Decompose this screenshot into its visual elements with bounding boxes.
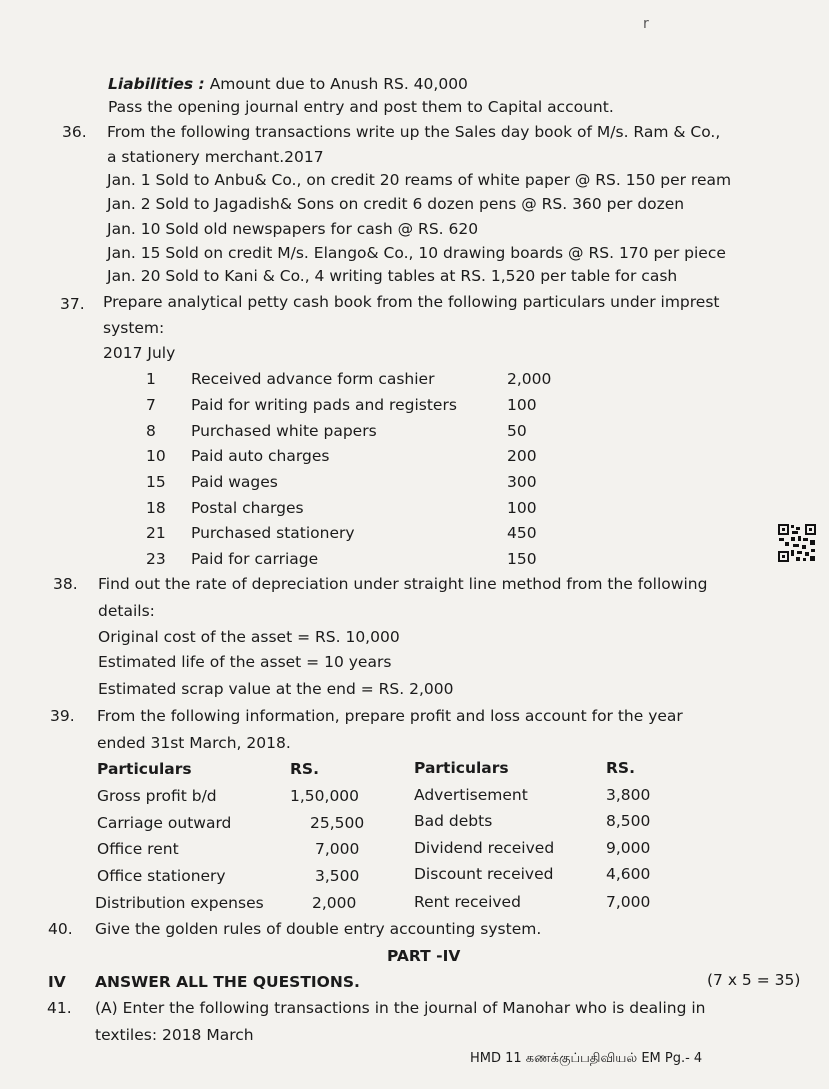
petty-desc: Purchased white papers (191, 422, 377, 440)
petty-day: 18 (146, 499, 166, 517)
section-instruction: ANSWER ALL THE QUESTIONS. (95, 973, 360, 991)
q37-line1: Prepare analytical petty cash book from the following particulars under imprest (103, 293, 720, 311)
q39-line1: From the following information, prepare profit and loss account for the year (97, 707, 683, 725)
pl-particular: Bad debts (414, 812, 493, 830)
pl-particular: Gross profit b/d (97, 787, 217, 805)
petty-desc: Paid for carriage (191, 550, 319, 568)
col-header-particulars: Particulars (97, 760, 192, 778)
q36-line2: a stationery merchant.2017 (107, 148, 324, 166)
q39-number: 39. (50, 707, 75, 725)
petty-amount: 100 (507, 499, 537, 517)
pl-amount: 8,500 (606, 812, 651, 830)
q36-line1: From the following transactions write up the Sales day book of M/s. Ram & Co., (107, 123, 721, 141)
pl-amount: 3,800 (606, 786, 651, 804)
q37-line2: system: (103, 319, 165, 337)
liabilities-label: Liabilities : (108, 75, 205, 93)
pl-amount: 7,000 (606, 893, 651, 911)
corner-mark: r (643, 16, 649, 32)
pl-amount: 9,000 (606, 839, 651, 857)
liabilities-text: Amount due to Anush RS. 40,000 (209, 75, 468, 93)
pl-amount: 4,600 (606, 865, 651, 883)
pl-particular: Dividend received (414, 839, 555, 857)
petty-amount: 50 (507, 422, 527, 440)
pl-amount: 7,000 (315, 840, 360, 858)
petty-day: 1 (146, 370, 156, 388)
q41-number: 41. (47, 999, 72, 1017)
pl-particular: Advertisement (414, 786, 528, 804)
petty-day: 15 (146, 473, 166, 491)
pl-amount: 1,50,000 (290, 787, 360, 805)
q41-line2: textiles: 2018 March (95, 1026, 254, 1044)
q40-text: Give the golden rules of double entry accounting system. (95, 920, 542, 938)
pl-amount: 3,500 (315, 867, 360, 885)
petty-day: 23 (146, 550, 166, 568)
q41-line1: (A) Enter the following transactions in the journal of Manohar who is dealing in (95, 999, 706, 1017)
q37-number: 37. (60, 295, 85, 313)
petty-desc: Purchased stationery (191, 524, 355, 542)
col-header-rs: RS. (290, 760, 319, 778)
petty-day: 21 (146, 524, 166, 542)
q40-number: 40. (48, 920, 73, 938)
col-header-particulars: Particulars (414, 759, 509, 777)
q36-item: Jan. 20 Sold to Kani & Co., 4 writing tables at RS. 1,520 per table for cash (107, 267, 678, 285)
petty-desc: Postal charges (191, 499, 304, 517)
petty-amount: 200 (507, 447, 537, 465)
q35-instruction: Pass the opening journal entry and post them to Capital account. (108, 98, 614, 116)
pl-particular: Discount received (414, 865, 554, 883)
q39-line2: ended 31st March, 2018. (97, 734, 291, 752)
petty-desc: Paid auto charges (191, 447, 330, 465)
q38-line1: Find out the rate of depreciation under straight line method from the following (98, 575, 708, 593)
q36-item: Jan. 2 Sold to Jagadish& Sons on credit 6 dozen pens @ RS. 360 per dozen (107, 195, 685, 213)
q38-line4: Estimated life of the asset = 10 years (98, 653, 392, 671)
pl-amount: 25,500 (310, 814, 365, 832)
q36-item: Jan. 10 Sold old newspapers for cash @ RS. 620 (107, 220, 479, 238)
q38-line2: details: (98, 602, 155, 620)
pl-particular: Office stationery (97, 867, 226, 885)
petty-desc: Received advance form cashier (191, 370, 435, 388)
q38-number: 38. (53, 575, 78, 593)
page-footer: HMD 11 கணக்குப்பதிவியல் EM Pg.- 4 (470, 1051, 703, 1066)
q38-line5: Estimated scrap value at the end = RS. 2,000 (98, 680, 454, 698)
section-number: IV (48, 973, 66, 991)
petty-desc: Paid for writing pads and registers (191, 396, 457, 414)
pl-particular: Rent received (414, 893, 521, 911)
q37-line3: 2017 July (103, 344, 176, 362)
pl-particular: Carriage outward (97, 814, 232, 832)
petty-amount: 300 (507, 473, 537, 491)
petty-amount: 150 (507, 550, 537, 568)
pl-particular: Distribution expenses (95, 894, 264, 912)
q36-item: Jan. 15 Sold on credit M/s. Elango& Co., 10 drawing boards @ RS. 170 per piece (107, 244, 726, 262)
petty-amount: 450 (507, 524, 537, 542)
col-header-rs: RS. (606, 759, 635, 777)
petty-day: 7 (146, 396, 156, 414)
q36-number: 36. (62, 123, 87, 141)
q36-item: Jan. 1 Sold to Anbu& Co., on credit 20 reams of white paper @ RS. 150 per ream (107, 171, 732, 189)
part-heading: PART -IV (387, 947, 461, 965)
q38-line3: Original cost of the asset = RS. 10,000 (98, 628, 400, 646)
pl-amount: 2,000 (312, 894, 357, 912)
petty-amount: 100 (507, 396, 537, 414)
liabilities-line (108, 74, 468, 94)
petty-amount: 2,000 (507, 370, 552, 388)
qr-code-icon (777, 523, 817, 563)
petty-desc: Paid wages (191, 473, 278, 491)
petty-day: 10 (146, 447, 166, 465)
section-marks: (7 x 5 = 35) (707, 971, 801, 989)
pl-particular: Office rent (97, 840, 179, 858)
petty-day: 8 (146, 422, 156, 440)
